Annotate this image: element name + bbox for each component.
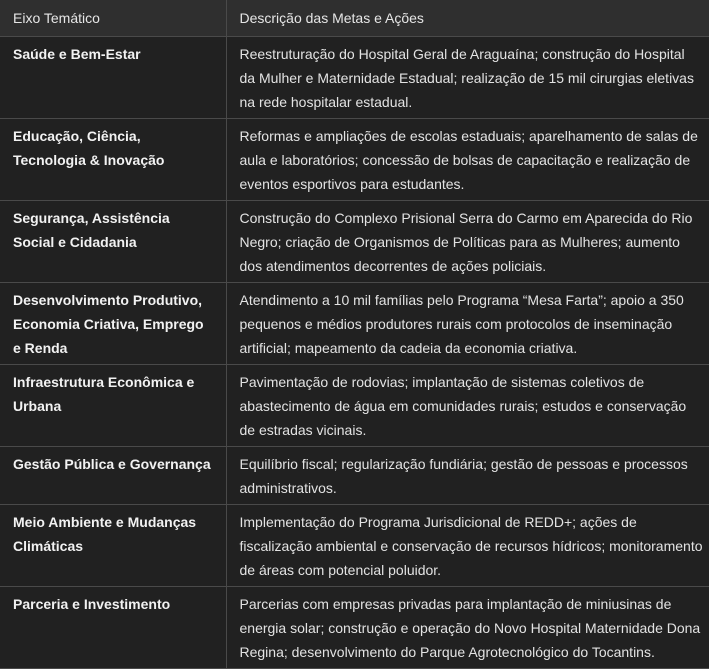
row-theme: Parceria e Investimento xyxy=(0,587,226,669)
row-description: Construção do Complexo Prisional Serra do Carmo em Aparecida do Rio Negro; criação de Organismos de Políticas para as Mulheres; aumento dos atendimentos decorrentes de ações policiais. xyxy=(226,201,709,283)
row-theme: Educação, Ciência, Tecnologia & Inovação xyxy=(0,119,226,201)
table-row xyxy=(0,365,709,447)
table-row xyxy=(0,119,709,201)
table-row xyxy=(0,283,709,365)
row-description: Parcerias com empresas privadas para implantação de miniusinas de energia solar; construção e operação do Novo Hospital Maternidade Dona Regina; desenvolvimento do Parque Agrotecnológico do Tocantins. xyxy=(226,587,709,669)
header-description: Descrição das Metas e Ações xyxy=(226,0,709,37)
row-description: Reestruturação do Hospital Geral de Araguaína; construção do Hospital da Mulher e Maternidade Estadual; realização de 15 mil cirurgias eletivas na rede hospitalar estadual. xyxy=(226,37,709,119)
row-theme: Gestão Pública e Governança xyxy=(0,447,226,505)
table-row xyxy=(0,505,709,587)
row-description: Equilíbrio fiscal; regularização fundiária; gestão de pessoas e processos administrativos. xyxy=(226,447,709,505)
table-row xyxy=(0,587,709,669)
table-row xyxy=(0,37,709,119)
row-description: Atendimento a 10 mil famílias pelo Programa “Mesa Farta”; apoio a 350 pequenos e médios produtores rurais com protocolos de inseminação artificial; mapeamento da cadeia da economia criativa. xyxy=(226,283,709,365)
row-description: Implementação do Programa Jurisdicional de REDD+; ações de fiscalização ambiental e conservação de recursos hídricos; monitoramento de áreas com potencial poluidor. xyxy=(226,505,709,587)
row-theme: Saúde e Bem-Estar xyxy=(0,37,226,119)
row-description: Reformas e ampliações de escolas estaduais; aparelhamento de salas de aula e laboratórios; concessão de bolsas de capacitação e realização de eventos esportivos para estudantes. xyxy=(226,119,709,201)
header-theme: Eixo Temático xyxy=(0,0,226,37)
table-row xyxy=(0,447,709,505)
table-header-row xyxy=(0,0,709,37)
row-theme: Segurança, Assistência Social e Cidadania xyxy=(0,201,226,283)
row-theme: Desenvolvimento Produtivo, Economia Criativa, Emprego e Renda xyxy=(0,283,226,365)
row-theme: Infraestrutura Econômica e Urbana xyxy=(0,365,226,447)
row-theme: Meio Ambiente e Mudanças Climáticas xyxy=(0,505,226,587)
table-row xyxy=(0,201,709,283)
row-description: Pavimentação de rodovias; implantação de sistemas coletivos de abastecimento de água em comunidades rurais; estudos e conservação de estradas vicinais. xyxy=(226,365,709,447)
